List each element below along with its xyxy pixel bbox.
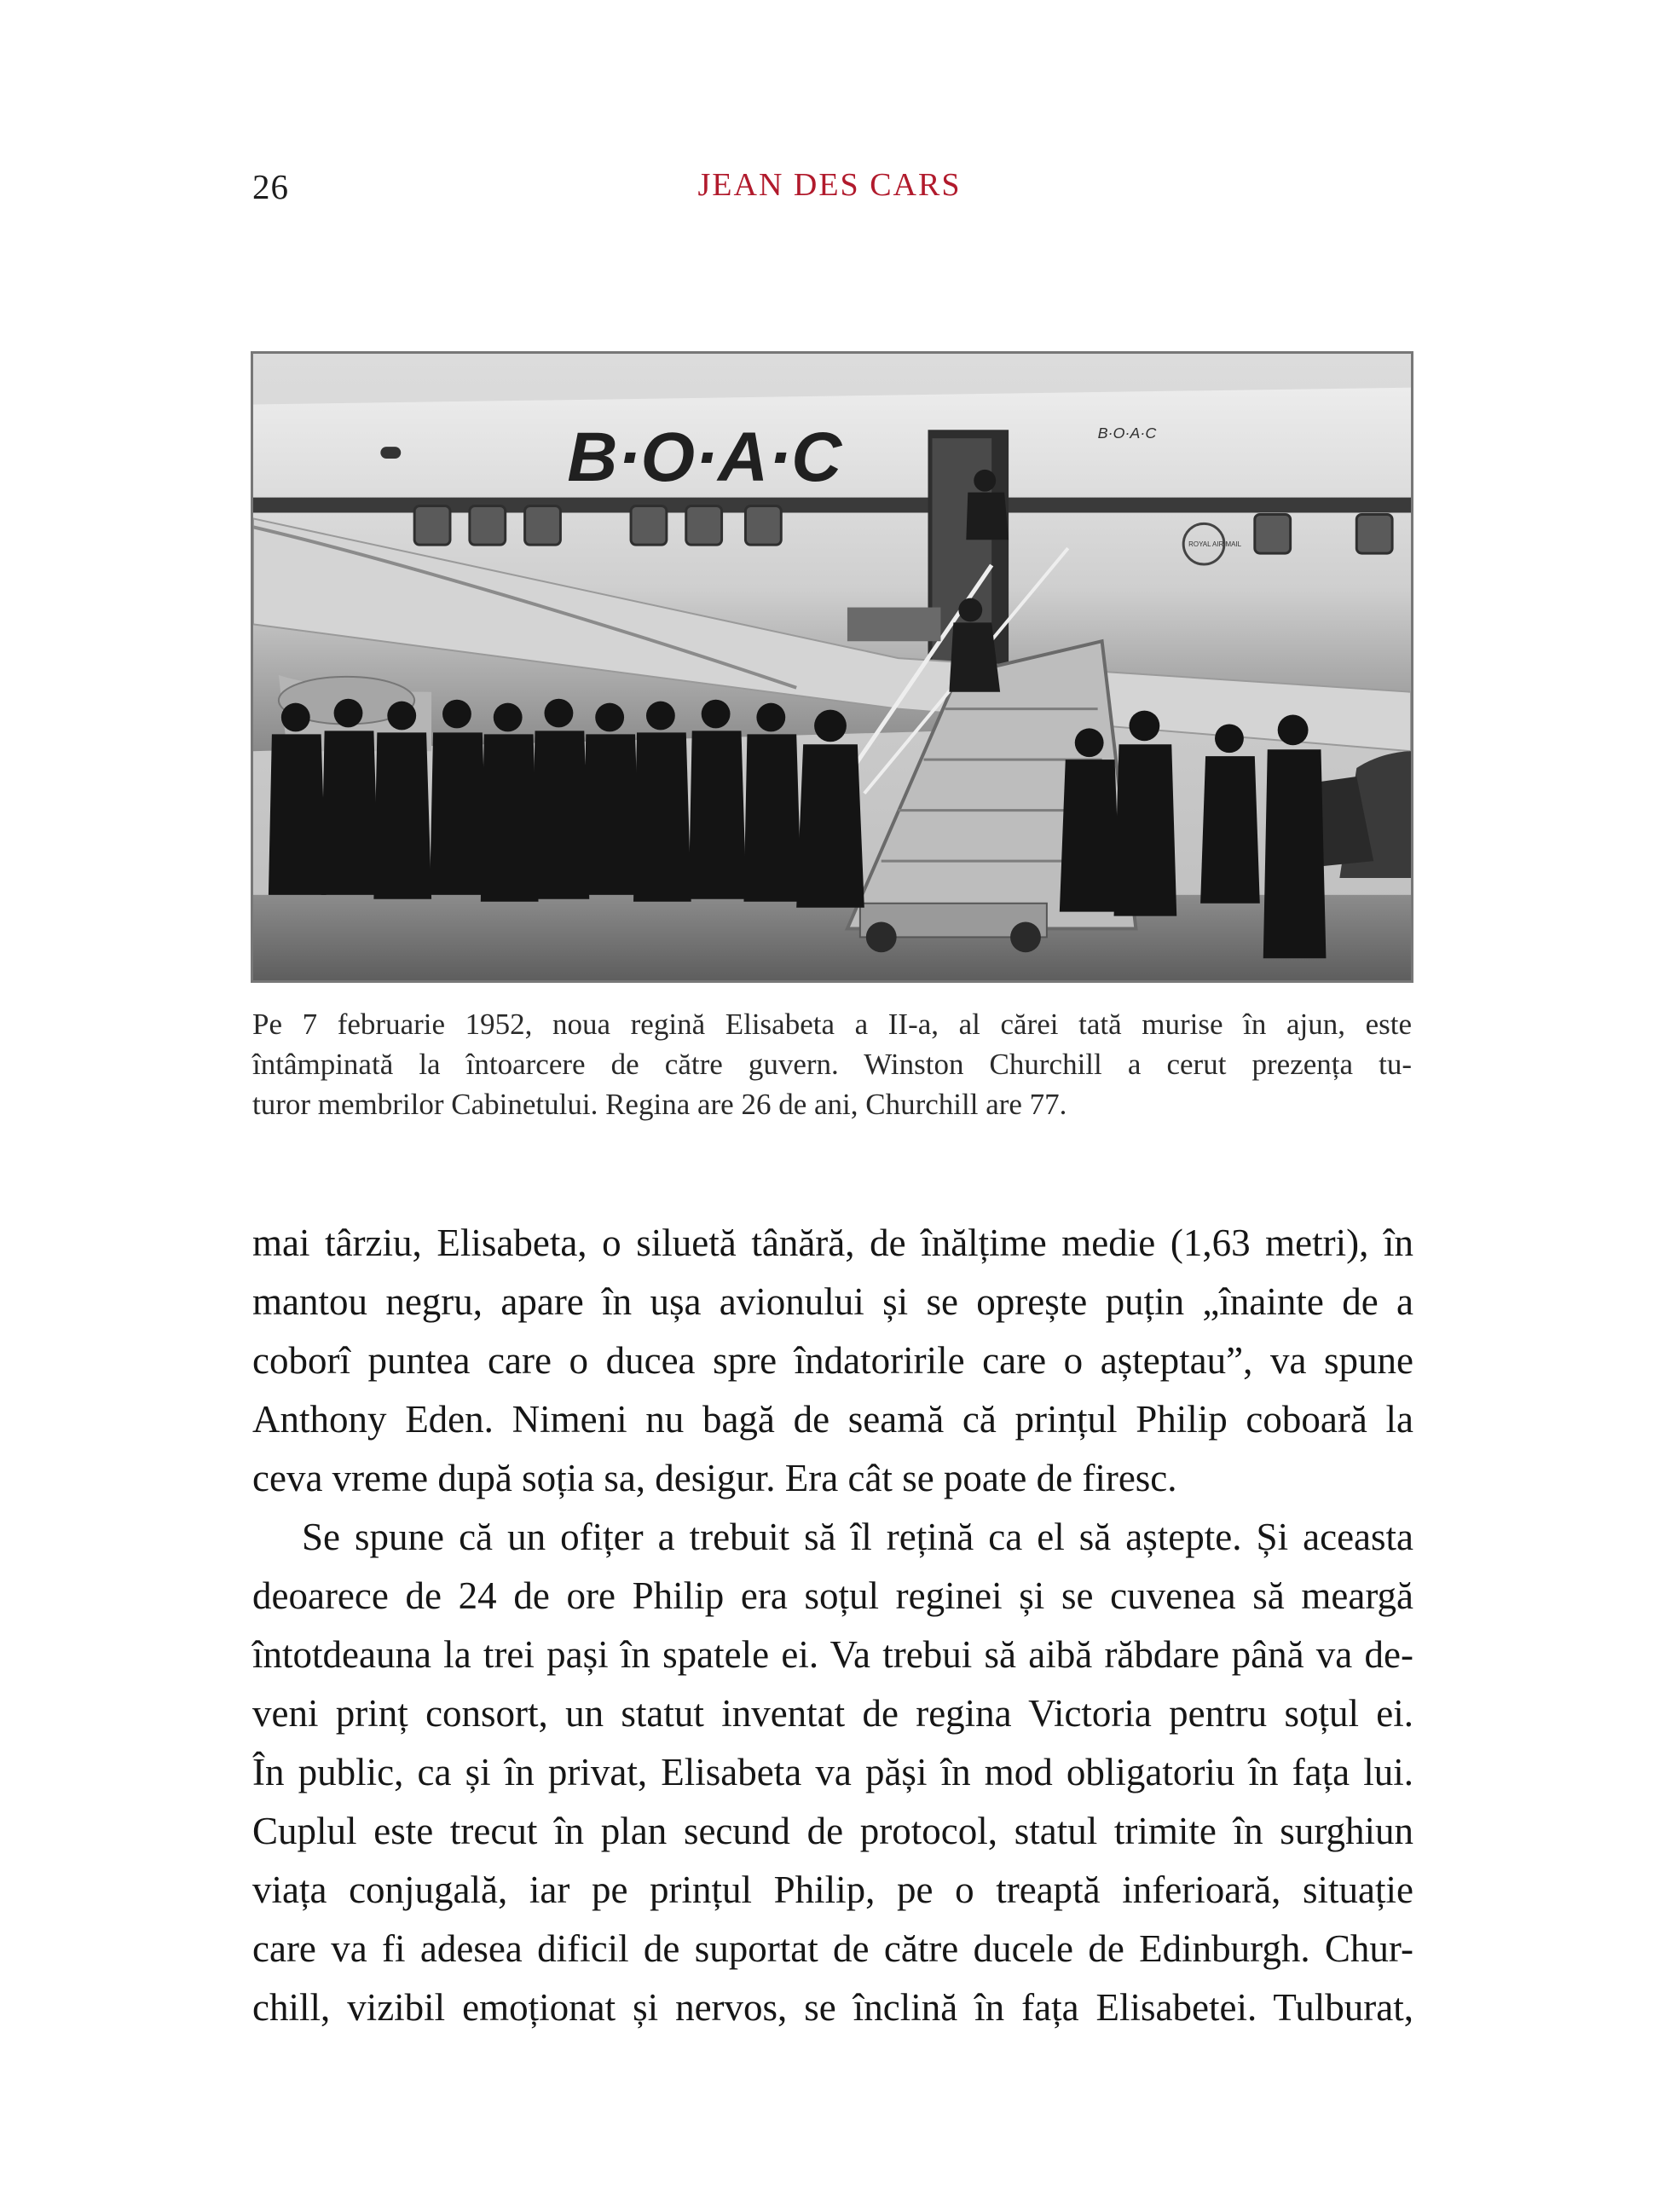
caption-line: întâmpinată la întoarcere de către guvern. Winston Churchill a cerut prezența tu- (252, 1048, 1412, 1081)
body-line: întotdeauna la trei pași în spatele ei. Va trebui să aibă răbdare până va de- (252, 1633, 1413, 1676)
body-line: care va fi adesea dificil de suportat de către ducele de Edinburgh. Chur- (252, 1927, 1413, 1970)
figure-caption (252, 1004, 1412, 1124)
body-line: În public, ca și în privat, Elisabeta va păși în mod obligatoriu în fața lui. (252, 1751, 1413, 1793)
body-line: deoarece de 24 de ore Philip era soțul reginei și se cuvenea să meargă (252, 1574, 1413, 1617)
body-line: Anthony Eden. Nimeni nu bagă de seamă că prințul Philip coboară la (252, 1398, 1413, 1441)
body-line: mai târziu, Elisabeta, o siluetă tânără, de înălțime medie (1,63 metri), în (252, 1222, 1413, 1264)
crest-text: ROYAL AIR MAIL (1188, 540, 1242, 549)
photo-figure (251, 351, 1413, 983)
body-line: ceva vreme după soția sa, desigur. Era cât se poate de firesc. (252, 1457, 1177, 1499)
body-line: viața conjugală, iar pe prințul Philip, pe o treaptă inferioară, situație (252, 1868, 1413, 1911)
caption-line: turor membrilor Cabinetului. Regina are 26 de ani, Churchill are 77. (252, 1088, 1067, 1121)
body-line: coborî puntea care o ducea spre îndatoririle care o așteptau”, va spune (252, 1339, 1413, 1382)
caption-line: Pe 7 februarie 1952, noua regină Elisabeta a II-a, al cărei tată murise în ajun, este (252, 1008, 1412, 1041)
body-line: Cuplul este trecut în plan secund de protocol, statul trimite în surghiun (252, 1810, 1413, 1852)
airport-arrival-photo (253, 354, 1411, 980)
body-line: veni prinț consort, un statut inventat de regina Victoria pentru soțul ei. (252, 1692, 1413, 1735)
boac-lettering: B·O·A·C (567, 418, 842, 496)
boac-small-lettering: B·O·A·C (1097, 424, 1157, 442)
page-number: 26 (252, 167, 289, 206)
body-line: mantou negru, apare în ușa avionului și se oprește puțin „înainte de a (252, 1280, 1413, 1323)
running-head: JEAN DES CARS (697, 167, 962, 203)
body-text (252, 1214, 1413, 2037)
body-line-paragraph-start: Se spune că un ofițer a trebuit să îl rețină ca el să aștepte. Și aceasta (302, 1516, 1413, 1558)
body-line: chill, vizibil emoționat și nervos, se înclină în fața Elisabetei. Tulburat, (252, 1986, 1413, 2029)
